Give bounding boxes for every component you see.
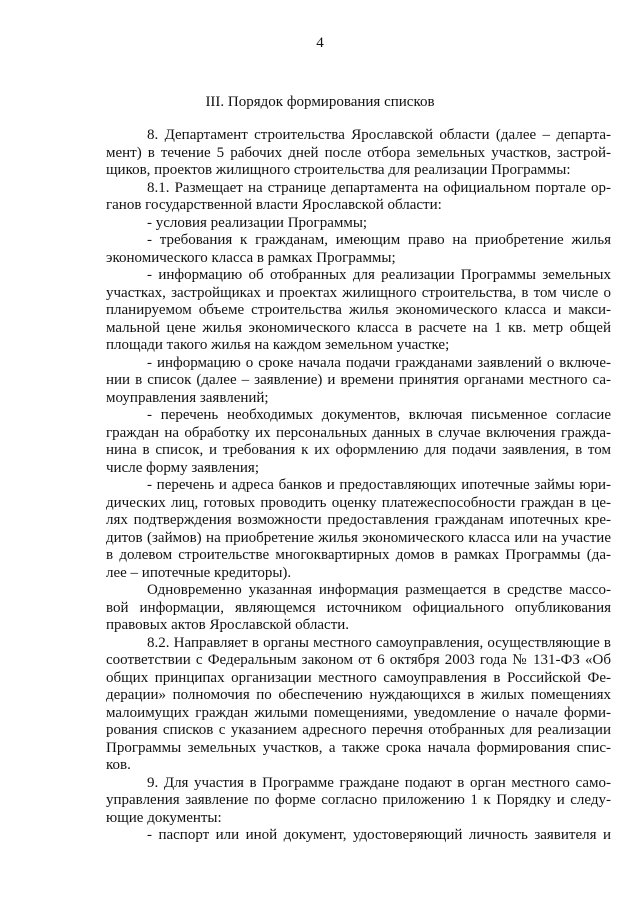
text-line: Одновременно указанная информация размещается в средстве массо- xyxy=(147,582,611,598)
page-number: 4 xyxy=(316,35,324,51)
text-line: дитов (займов) на приобретение жилья экономического класса или на участие xyxy=(106,529,611,546)
text-line: - требования к гражданам, имеющим право на приобретение жилья xyxy=(147,232,611,248)
text-line: нии в список (далее – заявление) и времени принятия органами местного са- xyxy=(106,372,611,388)
text-line: 9. Для участия в Программе граждане подают в орган местного само- xyxy=(147,774,611,791)
text-line: экономического класса в рамках Программы; xyxy=(106,249,396,266)
text-line: ганов государственной власти Ярославской области: xyxy=(106,197,442,213)
text-line: - условия реализации Программы; xyxy=(147,214,368,231)
text-line: лее – ипотечные кредиторы). xyxy=(106,564,292,581)
text-line: в долевом строительстве многоквартирных домов в рамках Программы (да- xyxy=(106,547,611,563)
text-line: - информацию об отобранных для реализации Программы земельных xyxy=(147,267,611,283)
text-line: 8.1. Размещает на странице департамента на официальном портале ор- xyxy=(147,179,611,196)
text-line: граждан на обработку их персональных данных в случае включения гражда- xyxy=(106,424,611,441)
text-line: малоимущих граждан жилыми помещениями, уведомление о начале форми- xyxy=(106,704,611,721)
text-line: планируемом объеме строительства жилья экономического класса и макси- xyxy=(106,302,611,318)
text-line: управления заявление по форме согласно приложению 1 к Порядку и следу- xyxy=(106,792,611,808)
text-line: Программы земельных участков, а также срока начала формирования спис- xyxy=(106,739,611,756)
body-text xyxy=(106,127,611,845)
text-line: мальной цене жилья экономического класса в расчете на 1 кв. метр общей xyxy=(106,319,611,336)
text-line: - информацию о сроке начала подачи гражданами заявлений о включе- xyxy=(147,354,611,371)
text-line: - перечень необходимых документов, включая письменное согласие xyxy=(147,407,611,423)
text-line: дических лиц, готовых проводить оценку платежеспособности граждан в це- xyxy=(106,494,611,511)
text-line: - перечень и адреса банков и предоставляющих ипотечные займы юри- xyxy=(147,477,611,493)
text-line: рования списков с указанием адресного перечня отобранных для реализации xyxy=(106,722,611,738)
text-line: ющие документы: xyxy=(106,809,222,826)
text-line: соответствии с Федеральным законом от 6 октября 2003 года № 131-ФЗ «Об xyxy=(106,652,611,668)
text-line: участках, застройщиках и проектах жилищного строительства, в том числе о xyxy=(106,284,611,301)
text-line: 8. Департамент строительства Ярославской области (далее – департа- xyxy=(147,127,611,143)
text-line: числе форму заявления; xyxy=(106,459,259,476)
section-title: III. Порядок формирования списков xyxy=(205,94,435,110)
text-line: моуправления заявлений; xyxy=(106,389,269,406)
text-line: площади такого жилья на каждом земельном участке; xyxy=(106,337,450,353)
text-line: вой информации, являющемся источником официального опубликования xyxy=(106,599,611,616)
text-line: ков. xyxy=(106,757,131,773)
text-line: общих принципах организации местного самоуправления в Российской Фе- xyxy=(106,669,611,686)
text-line: - паспорт или иной документ, удостоверяющий личность заявителя и xyxy=(147,827,611,843)
text-line: щиков, проектов жилищного строительства для реализации Программы: xyxy=(106,162,571,178)
text-line: нина в список, и требования к их оформлению для подачи заявления, в том xyxy=(106,442,611,458)
text-line: лях подтверждения возможности предоставления гражданам ипотечных кре- xyxy=(106,512,611,528)
text-line: дерации» полномочия по обеспечению нуждающихся в жилых помещениях xyxy=(106,687,611,703)
text-line: 8.2. Направляет в органы местного самоуправления, осуществляющие в xyxy=(147,634,611,651)
text-line: мент) в течение 5 рабочих дней после отбора земельных участков, застрой- xyxy=(106,144,611,161)
text-line: правовых актов Ярославской области. xyxy=(106,617,350,633)
